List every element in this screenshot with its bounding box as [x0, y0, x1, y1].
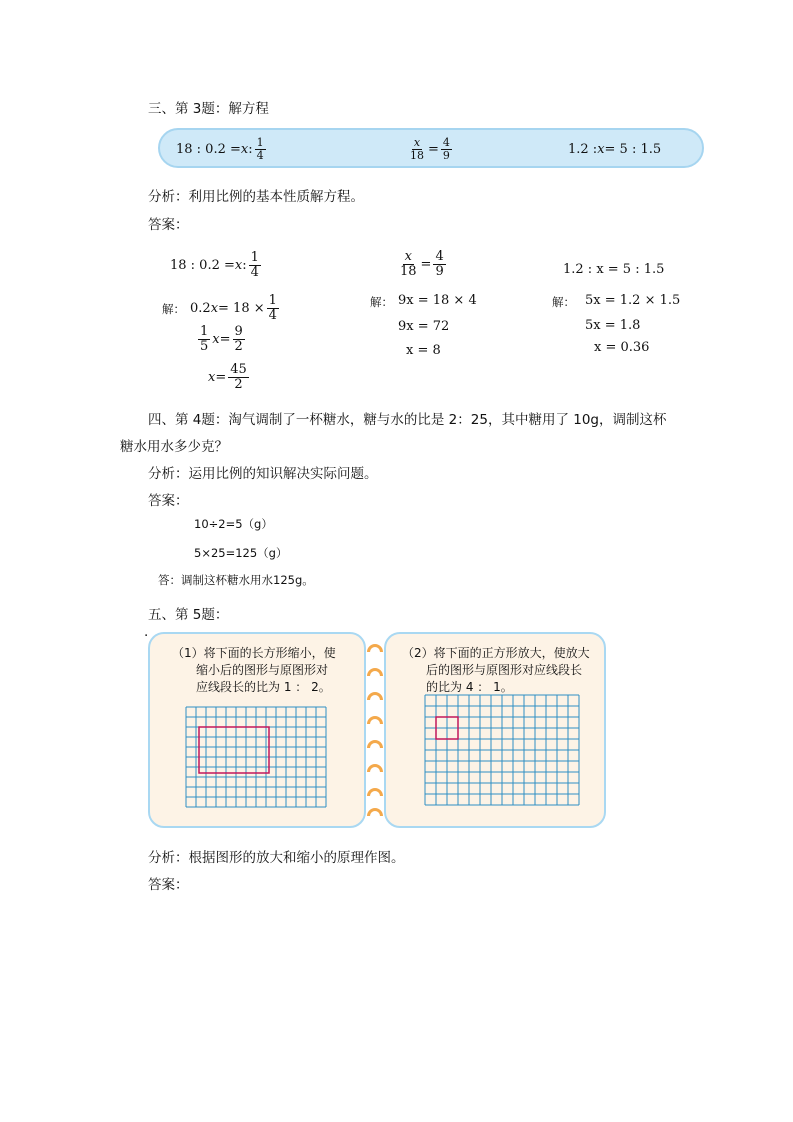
- banner-eq2: [406, 134, 454, 164]
- ring-icon: [367, 808, 383, 816]
- eq2-equals: =: [428, 141, 439, 157]
- ring-icon: [367, 716, 383, 724]
- q5-analysis: 分析：根据图形的放大和缩小的原理作图。: [148, 850, 405, 866]
- q5-title: 五、第 5题：: [148, 607, 229, 623]
- q4-title-line1: 四、第 4题：淘气调制了一杯糖水，糖与水的比是 2：25，其中糖用了 10g，调制这杯: [148, 412, 667, 428]
- original-rectangle: [199, 727, 269, 773]
- banner-eq1: [176, 134, 268, 164]
- grid-1: [185, 706, 331, 808]
- q4-analysis: 分析：运用比例的知识解决实际问题。: [148, 466, 378, 482]
- sol2-jie: 解：: [370, 295, 393, 309]
- panel1-instructions: （1）将下面的长方形缩小，使 缩小后的图形与原图形对 应线段长的比为 1 ： 2。: [172, 646, 336, 694]
- sol3-jie: 解：: [552, 295, 575, 309]
- sol2-line4: x = 8: [406, 343, 441, 358]
- sol3-line2: 5x = 1.2 × 1.5: [585, 293, 681, 308]
- ring-icon: [367, 692, 383, 700]
- q3-answer-label: 答案：: [148, 217, 189, 233]
- eq2-right-fraction: $\frac{4}{9}$: [442, 135, 450, 162]
- eq1-colon: :: [248, 141, 253, 157]
- sol3-line4: x = 0.36: [594, 340, 650, 355]
- sol1-jie: 解：: [162, 302, 185, 316]
- q4-answer-label: 答案：: [148, 493, 189, 509]
- eq2-left-fraction: $\frac{x}{18}$: [410, 135, 424, 162]
- binder-rings: [365, 640, 385, 822]
- q4-calc1: 10÷2=5（g）: [194, 517, 273, 531]
- sol1-line4: x = $\frac{45}{2}$: [208, 361, 247, 392]
- sol1-line2: 0.2 x = 18 × $\frac{1}{4}$: [190, 292, 277, 323]
- banner-eq3: 1.2 : x = 5 : 1.5: [568, 141, 662, 157]
- q4-final-answer: 答：调制这杯糖水用水125g。: [158, 573, 314, 587]
- q5-answer-label: 答案：: [148, 877, 189, 893]
- panel2-instructions: （2）将下面的正方形放大，使放大 后的图形与原图形对应线段长 的比为 4 ： 1。: [402, 646, 590, 694]
- eq1-x: x: [240, 141, 249, 157]
- q3-analysis: 分析：利用比例的基本性质解方程。: [148, 189, 364, 205]
- q4-calc2: 5×25=125（g）: [194, 546, 288, 560]
- eq1-fraction: $\frac{1}{4}$: [256, 135, 264, 162]
- ring-icon: [367, 788, 383, 796]
- sol3-line3: 5x = 1.8: [585, 318, 641, 333]
- ring-icon: [367, 668, 383, 676]
- q4-title-line2: 糖水用水多少克？: [120, 439, 228, 455]
- sol1-line3: $\frac{1}{5}$ x = $\frac{9}{2}$: [200, 323, 243, 354]
- sol2-line3: 9x = 72: [398, 319, 450, 334]
- ring-icon: [367, 764, 383, 772]
- grid-2: [424, 694, 580, 806]
- sol3-line1: 1.2 : x = 5 : 1.5: [563, 262, 665, 277]
- q5-dot: .: [144, 624, 149, 640]
- sol2-line2: 9x = 18 × 4: [398, 293, 477, 308]
- eq1-left: 18 : 0.2 =: [176, 141, 241, 157]
- sol1-line1: 18 : 0.2 = x : $\frac{1}{4}$: [170, 249, 259, 280]
- q3-title: 三、第 3题：解方程: [148, 101, 269, 117]
- ring-icon: [367, 740, 383, 748]
- sol2-line1: $\frac{x}{18}$ = $\frac{4}{9}$: [400, 248, 444, 279]
- ring-icon: [367, 644, 383, 652]
